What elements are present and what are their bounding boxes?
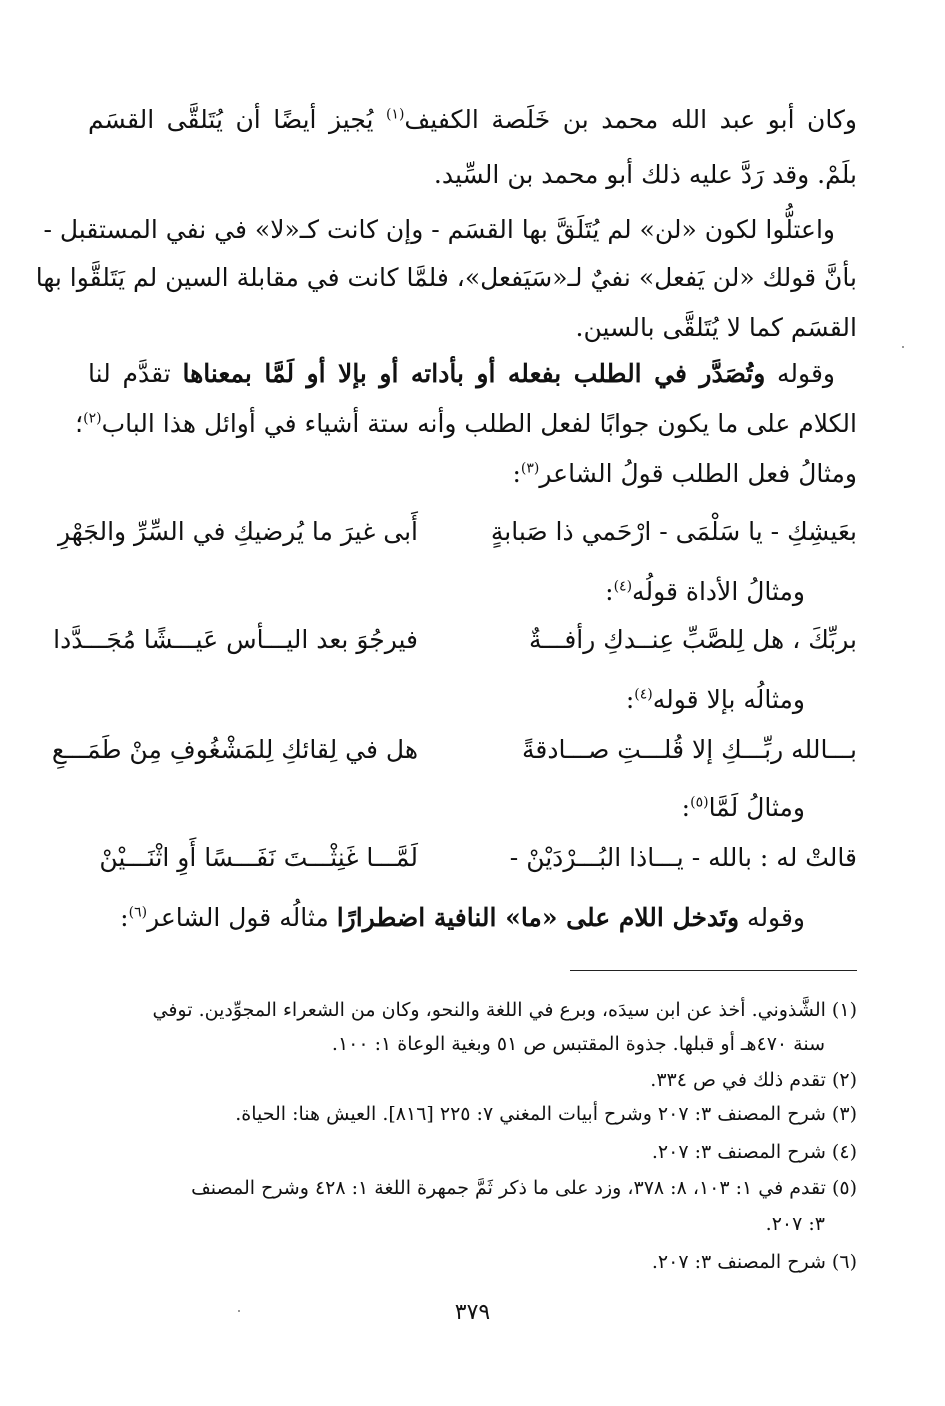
page-number: ٣٧٩	[454, 1300, 491, 1325]
body-line-7	[75, 404, 857, 444]
verse-2-second-hemistich: فيرجُوَ بعد اليـــأس عَيـــشًا مُجَـــدَّدا	[53, 625, 418, 654]
text-run: وكان أبو عبد الله محمد بن خَلَصة الكفيف	[404, 105, 857, 134]
text-run: :	[625, 685, 635, 714]
text-run: :	[605, 577, 614, 606]
text-run: ومثالُ فعل الطلب قولُ الشاعر	[539, 459, 857, 488]
body-line-5: القسَم كما لا يُتَلقَّى بالسين.	[575, 313, 857, 342]
text-run: :	[512, 459, 521, 488]
text-run: يُجيز أيضًا أن يُتَلقَّى القسَم	[88, 105, 386, 134]
body-line-8	[88, 454, 857, 494]
text-run: ومثالُه بإلا قوله	[652, 685, 805, 714]
verse-1-second-hemistich: أَبى غيرَ ما يُرضيكِ في السِّرِّ والجَهْرِ	[58, 517, 418, 546]
footnote-1-line-2: سنة ٤٧٠هـ أو قبلها. جذوة المقتبس ص ٥١ وبغية الوعاة ١: ١٠٠.	[331, 1033, 825, 1055]
text-run: تقدَّم لنا	[88, 359, 183, 388]
body-line-4: بأنَّ قولك «لن يَفعل» نفيٌ لـ«سَيَفعل»، فلمَّا كانت في مقابلة السين لم يَتَلقَّوا بها	[35, 263, 857, 292]
body-line-2: بلَمْ. وقد رَدَّ عليه ذلك أبو محمد بن السِّيد.	[433, 160, 857, 189]
scan-speck	[902, 346, 904, 348]
verse-4-first-hemistich: قالتْ له : بالله - يـــاذا البُـــرْدَيْنْ -	[509, 843, 857, 872]
text-run: مثالُه قول الشاعر	[147, 903, 337, 932]
footnote-5-line-1: (٥) تقدم في ١: ١٠٣، ٨: ٣٧٨، وزد على ما ذكر ثَمَّ جمهرة اللغة ١: ٤٢٨ وشرح المصنف	[191, 1177, 857, 1199]
text-run: ؛	[75, 409, 84, 438]
verse-4-second-hemistich: لَمَّـــا غَنِثْـــتَ نَفَـــسًا أَوِ اثْنَـــيْنْ	[99, 843, 418, 872]
verse-2-first-hemistich: بربِّكَ ، هل لِلصَّبِّ عِنــدكِ رأفـــةٌ	[528, 625, 857, 654]
verse-4	[88, 838, 857, 878]
footnote-ref-4[interactable]: (٤)	[613, 578, 633, 595]
verse-3-second-hemistich: هل في لِقائكِ لِلمَشْغُوفِ مِنْ طَمَـــعِ	[51, 735, 418, 764]
footnote-ref-4b[interactable]: (٤)	[634, 686, 653, 703]
verse-1-first-hemistich: بعَيشِكِ - يا سَلْمَى - ارْحَمي ذا صَبابةٍ	[490, 517, 857, 546]
scan-speck	[238, 1310, 240, 1312]
text-run: :	[120, 903, 129, 932]
footnote-1-line-1: (١) الشَّذوني. أخذ عن ابن سيدَه، وبرع في اللغة والنحو، وكان من الشعراء المجوِّدين. توفي	[152, 999, 857, 1021]
body-line-3: واعتلُّوا لكون «لن» لم يُتَلَقَّ بها القسَم - وإن كانت كـ«لا» في نفي المستقبل -	[43, 215, 835, 244]
verse-2	[53, 620, 857, 660]
footnote-separator	[570, 970, 857, 971]
bold-matn-quote: وتَدخل اللام على «ما» النافية اضطرارًا	[336, 903, 740, 932]
footnote-2: (٢) تقدم ذلك في ص ٣٣٤.	[650, 1069, 857, 1091]
footnote-ref-2[interactable]: (٢)	[83, 410, 102, 427]
body-line-9	[88, 572, 805, 612]
text-run: الكلام على ما يكون جوابًا لفعل الطلب وأنه ستة أشياء في أوائل هذا الباب	[101, 409, 857, 438]
body-line-12	[88, 898, 805, 938]
text-run: ومثالُ الأداة قولُه	[632, 577, 805, 606]
body-line-1	[88, 100, 857, 140]
verse-3-first-hemistich: بـــالله ربِّـــكِ إلا قُلـــتِ صـــادقةً	[522, 735, 857, 764]
footnote-6: (٦) شرح المصنف ٣: ٢٠٧.	[651, 1251, 857, 1273]
footnote-ref-1[interactable]: (١)	[385, 106, 405, 123]
verse-3	[51, 730, 857, 770]
footnote-ref-5[interactable]: (٥)	[690, 794, 709, 811]
body-line-11	[88, 788, 805, 828]
text-run: ومثالُ لَمَّا	[708, 793, 805, 822]
footnote-ref-6[interactable]: (٦)	[128, 904, 148, 921]
body-line-6	[88, 354, 835, 394]
text-run: :	[681, 793, 691, 822]
verse-1	[58, 512, 857, 552]
footnote-ref-3[interactable]: (٣)	[520, 460, 540, 477]
footnote-4: (٤) شرح المصنف ٣: ٢٠٧.	[651, 1141, 857, 1163]
text-run: وقوله	[765, 359, 835, 388]
bold-matn-quote: وتُصَدَّر في الطلب بفعله أو بأداته أو بإلا أو لَمَّا بمعناها	[182, 359, 766, 388]
footnote-5-line-2: ٣: ٢٠٧.	[765, 1213, 825, 1235]
text-run: وقوله	[739, 903, 805, 932]
body-line-10	[88, 680, 805, 720]
footnote-3: (٣) شرح المصنف ٣: ٢٠٧ وشرح أبيات المغني ٧: ٢٢٥ [٨١٦]. العيش هنا: الحياة.	[235, 1103, 857, 1125]
